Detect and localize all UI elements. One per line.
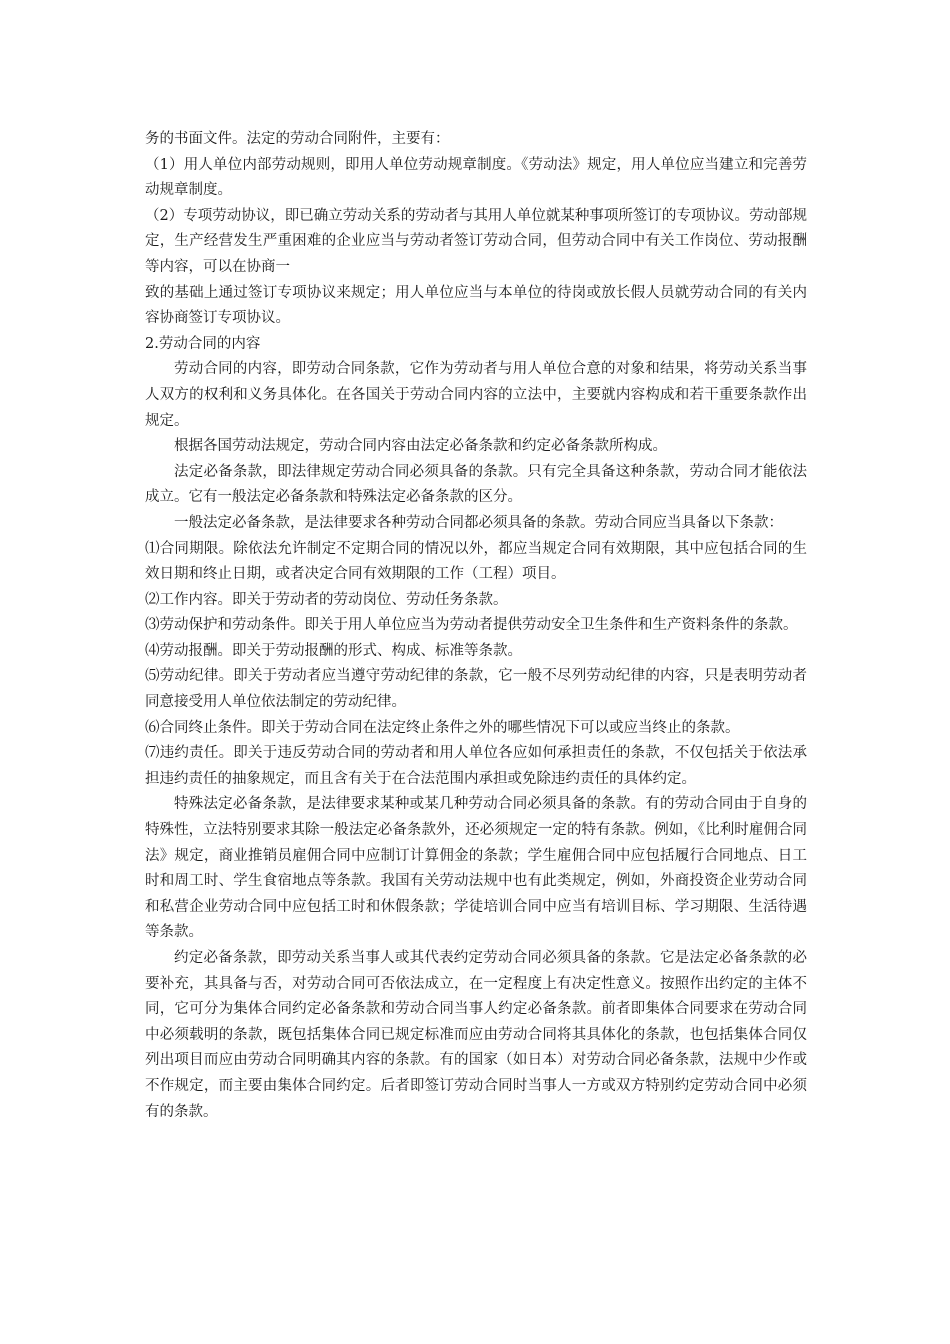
list-item-labor-protection: ⑶劳动保护和劳动条件。即关于用人单位应当为劳动者提供劳动安全卫生条件和生产资料条件的条款。 — [145, 617, 798, 634]
list-item-labor-discipline: ⑸劳动纪律。即关于劳动者应当遵守劳动纪律的条款，它一般不尽列劳动纪律的内容，只是表明劳动者同意接受用人单位依法制定的劳动纪律。 — [145, 668, 807, 711]
list-item-remuneration: ⑷劳动报酬。即关于劳动报酬的形式、构成、标准等条款。 — [145, 642, 522, 659]
paragraph-content-composition: 根据各国劳动法规定，劳动合同内容由法定必备条款和约定必备条款所构成。 — [174, 438, 667, 455]
paragraph-agreed-clauses: 约定必备条款，即劳动关系当事人或其代表约定劳动合同必须具备的条款。它是法定必备条款的必要补充，其具备与否，对劳动合同可否依法成立，在一定程度上有决定性意义。按照作出约定的主体不同，它可分为集体合同约定必备条款和劳动合同当事人约定必备条款。前者即集体合同要求在劳动合同中必须载明的条款，既包括集体合同已规定标准而应由劳动合同将其具体化的条款，也包括集体合同仅列出项目而应由劳动合同明确其内容的条款。有的国家（如日本）对劳动合同必备条款，法规中少作或不作规定，而主要由集体合同约定。后者即签订劳动合同时当事人一方或双方特别约定劳动合同中必须有的条款。 — [145, 950, 807, 1120]
list-item-work-content: ⑵工作内容。即关于劳动者的劳动岗位、劳动任务条款。 — [145, 591, 508, 608]
list-item-termination: ⑹合同终止条件。即关于劳动合同在法定终止条件之外的哪些情况下可以或应当终止的条款。 — [145, 719, 740, 736]
list-item-liability: ⑺违约责任。即关于违反劳动合同的劳动者和用人单位各应如何承担责任的条款，不仅包括关于依法承担违约责任的抽象规定，而且含有关于在合法范围内承担或免除违约责任的具体约定。 — [145, 745, 807, 787]
list-item-contract-term: ⑴合同期限。除依法允许制定不定期合同的情况以外，都应当规定合同有效期限，其中应包括合同的生效日期和终止日期，或者决定合同有效期限的工作（工程）项目。 — [145, 540, 807, 583]
paragraph-appendix-2b: 致的基础上通过签订专项协议来规定；用人单位应当与本单位的待岗或放长假人员就劳动合同的有关内容协商签订专项协议。 — [145, 284, 807, 327]
paragraph-content-definition: 劳动合同的内容，即劳动合同条款，它作为劳动者与用人单位合意的对象和结果，将劳动关系当事人双方的权利和义务具体化。在各国关于劳动合同内容的立法中，主要就内容构成和若干重要条款作出规定。 — [145, 361, 807, 429]
document-page — [145, 127, 807, 1125]
paragraph-appendix-2a: （2）专项劳动协议，即已确立劳动关系的劳动者与其用人单位就某种事项所签订的专项协议。劳动部规定，生产经营发生严重困难的企业应当与劳动者签订劳动合同，但劳动合同中有关工作岗位、劳动报酬等内容，可以在协商一 — [145, 207, 807, 275]
paragraph-intro: 务的书面文件。法定的劳动合同附件，主要有： — [145, 131, 450, 147]
paragraph-special-clauses: 特殊法定必备条款，是法律要求某种或某几种劳动合同必须具备的条款。有的劳动合同由于自身的特殊性，立法特别要求其除一般法定必备条款外，还必须规定一定的特有条款。例如，《比利时雇佣合同法》规定，商业推销员雇佣合同中应制订计算佣金的条款；学生雇佣合同中应包括履行合同地点、日工时和周工时、学生食宿地点等条款。我国有关劳动法规中也有此类规定，例如，外商投资企业劳动合同和私营企业劳动合同中应包括工时和休假条款；学徒培训合同中应当有培训目标、学习期限、生活待遇等条款。 — [145, 796, 807, 941]
paragraph-general-clauses: 一般法定必备条款，是法律要求各种劳动合同都必须具备的条款。劳动合同应当具备以下条款： — [174, 514, 783, 531]
section-heading: 2.劳动合同的内容 — [145, 335, 261, 352]
paragraph-appendix-1: （1）用人单位内部劳动规则，即用人单位劳动规章制度。《劳动法》规定，用人单位应当建立和完善劳动规章制度。 — [145, 156, 807, 199]
paragraph-statutory-clauses: 法定必备条款，即法律规定劳动合同必须具备的条款。只有完全具备这种条款，劳动合同才能依法成立。它有一般法定必备条款和特殊法定必备条款的区分。 — [145, 463, 807, 506]
